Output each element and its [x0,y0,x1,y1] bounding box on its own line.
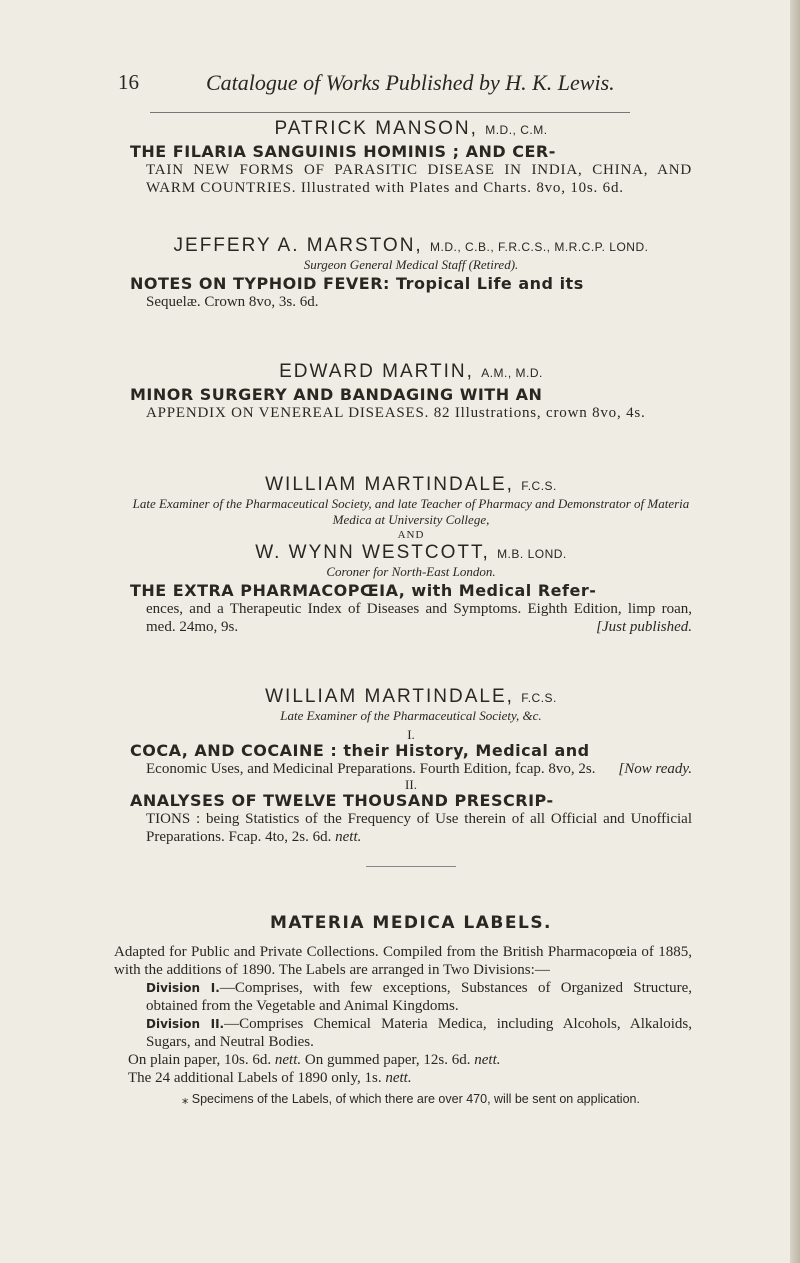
work-number: II. [405,777,417,792]
division-two-text: —Comprises Chemical Materia Medica, including Alcohols, Alkaloids, Sugars, and Neutral Bodies. [146,1016,693,1050]
running-title: Catalogue of Works Published by H. K. Lewis. [206,70,615,95]
book-description: ences, and a Therapeutic Index of Diseases and Symptoms. Eighth Edition, limp roan, med. 24mo, 9s. [146,601,692,635]
book-title: MINOR SURGERY AND BANDAGING WITH AN [130,385,543,404]
division-one-label: Division I. [146,981,220,995]
publication-status: [Just published. [596,619,692,635]
author-degrees: A.M., M.D. [481,366,543,380]
author-name: PATRICK MANSON, [274,118,478,139]
section-intro: Adapted for Public and Private Collections. Compiled from the British Pharmacopœia of 1885, with the additions of 1890. The Labels are arranged in Two Divisions:— [114,944,692,978]
coauthor-degrees: M.B. LOND. [497,547,567,561]
book-description: Economic Uses, and Medicinal Preparations. Fourth Edition, fcap. 8vo, 2s. [146,761,596,777]
section-heading: MATERIA MEDICA LABELS. [269,913,553,933]
coauthor-position: Coroner for North-East London. [326,564,496,579]
entry-marston [130,235,692,311]
page-number: 16 [118,70,139,94]
book-description: TIONS : being Statistics of the Frequency of Use therein of all Official and Unofficial Preparations. Fcap. 4to, 2s. 6d. [146,811,692,845]
author-position: Late Examiner of the Pharmaceutical Society, &c. [280,708,542,723]
price-plain: On plain paper, 10s. 6d. [128,1052,272,1068]
nett-label: nett. [335,829,362,845]
book-description: Sequelæ. Crown 8vo, 3s. 6d. [146,294,319,310]
additional-labels-price [128,1069,692,1087]
author-position: Surgeon General Medical Staff (Retired). [303,257,519,272]
book-description: APPENDIX ON VENEREAL DISEASES. 82 Illustrations, crown 8vo, 4s. [146,405,646,421]
publication-status: [Now ready. [618,761,692,777]
author-name: WILLIAM MARTINDALE, [265,686,514,707]
division-two [130,1015,692,1051]
entry-martindale-westcott [130,474,692,636]
author-position: Late Examiner of the Pharmaceutical Society, and late Teacher of Pharmacy and Demonstrator of Materia Medica at University College, [132,496,690,527]
page-content [114,118,693,1106]
book-title: THE EXTRA PHARMACOPŒIA, with Medical Refer- [130,581,597,600]
price-line [128,1051,692,1069]
page-edge-shadow [790,0,800,1263]
work-number: I. [407,727,415,742]
specimens-footnote: ⁎ Specimens of the Labels, of which there are over 470, will be sent on application. [182,1092,640,1106]
price-additional: The 24 additional Labels of 1890 only, 1s. [128,1070,382,1086]
book-title: THE FILARIA SANGUINIS HOMINIS ; AND CER- [130,142,556,161]
book-title: NOTES ON TYPHOID FEVER: Tropical Life and its [130,274,584,293]
price-gummed: On gummed paper, 12s. 6d. [304,1052,471,1068]
division-one-text: —Comprises, with few exceptions, Substances of Organized Structure, obtained from the Vegetable and Animal Kingdoms. [146,980,692,1014]
section-rule [366,866,456,867]
author-degrees: F.C.S. [521,479,557,493]
header-rule [150,112,630,113]
author-name: JEFFERY A. MARSTON, [173,235,423,256]
materia-medica-section [114,913,693,1106]
book-title: ANALYSES OF TWELVE THOUSAND PRESCRIP- [130,791,554,810]
author-degrees: M.D., C.B., F.R.C.S., M.R.C.P. LOND. [429,240,649,254]
author-name: EDWARD MARTIN, [279,361,474,382]
author-degrees: F.C.S. [521,691,557,705]
nett-label: nett. [474,1052,501,1068]
coauthor-name: W. WYNN WESTCOTT, [255,542,490,563]
book-description: TAIN NEW FORMS OF PARASITIC DISEASE IN INDIA, CHINA, AND WARM COUNTRIES. Illustrated with Plates and Charts. 8vo, 10s. 6d. [146,162,692,196]
author-name: WILLIAM MARTINDALE, [265,474,514,495]
nett-label: nett. [274,1052,302,1068]
and-separator: AND [397,529,425,541]
entry-martin [130,361,692,422]
division-two-label: Division II. [146,1017,225,1031]
author-degrees: M.D., C.M. [485,123,548,137]
running-header [118,70,638,104]
entry-manson [130,118,692,197]
division-one [130,979,692,1015]
nett-label: nett. [385,1070,412,1086]
entry-martindale [130,686,692,846]
book-title: COCA, AND COCAINE : their History, Medical and [130,741,590,760]
